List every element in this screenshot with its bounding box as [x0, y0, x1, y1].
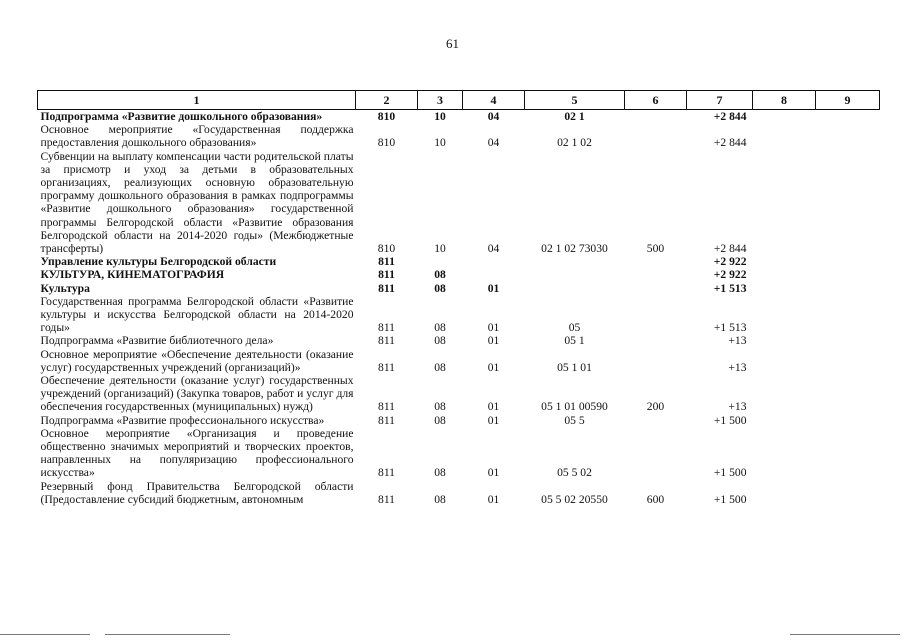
section-code-cell: 08: [434, 321, 446, 335]
page-edge-rule: [0, 634, 90, 635]
target-article-cell: 05 1 01 00590: [541, 400, 608, 414]
admin-code-cell: 811: [378, 321, 395, 335]
column-8-cell: [753, 295, 816, 335]
expense-type-cell: 500: [646, 242, 665, 256]
admin-code-cell: 810: [377, 242, 396, 256]
column-header: 6: [625, 91, 687, 110]
expense-type-cell: 600: [646, 492, 665, 506]
admin-code-cell: 811: [378, 255, 395, 269]
table-row: [38, 110, 880, 124]
table-row: [38, 427, 880, 480]
column-8-cell: [753, 282, 816, 295]
target-article-cell: 05 5 02: [557, 466, 592, 480]
column-8-cell: [753, 427, 816, 480]
subsection-code-cell: 01: [487, 400, 500, 414]
column-header: 5: [525, 91, 625, 110]
column-9-cell: [816, 427, 880, 480]
expense-type-cell: [625, 255, 687, 268]
admin-code-cell: 810: [377, 110, 396, 123]
row-description-cell: Основное мероприятие «Организация и проведение общественно значимых мероприятий и творческих проектов, направленных на популяризацию профессионального искусства»: [40, 426, 354, 480]
table-row: [38, 348, 880, 374]
column-header: 3: [418, 91, 463, 110]
subsection-code-cell: 01: [487, 334, 500, 348]
row-description-cell: Государственная программа Белгородской области «Развитие культуры и искусства Белгородской области на 2014-2020 годы»: [40, 294, 354, 335]
admin-code-cell: 811: [378, 360, 395, 374]
amount-change-cell: +1 513: [713, 321, 747, 335]
admin-code-cell: 811: [378, 492, 395, 506]
column-9-cell: [816, 255, 880, 268]
expense-type-cell: [625, 334, 687, 347]
subsection-code-cell: 01: [487, 321, 500, 335]
budget-table: [37, 90, 880, 506]
section-code-cell: 08: [434, 334, 446, 348]
table-row: [38, 334, 880, 347]
row-description-cell: Подпрограмма «Развитие дошкольного образования»: [40, 110, 323, 123]
column-8-cell: [753, 123, 816, 149]
row-description-cell: Субвенции на выплату компенсации части родительской платы за присмотр и уход за детьми в образовательных организациях, реализующих основную образовательную программу дошкольного образования в рамках подпрограммы «Развитие дошкольного образования» государственной программы Белгородской области «Развитие образования Белгородской области на 2014-2020 годы» (Межбюджетные трансферты): [40, 149, 354, 256]
row-description-cell: Обеспечение деятельности (оказание услуг) государственных учреждений (организаций) (Закупка товаров, работ и услуг для обеспечения государственных (муниципальных) нужд): [40, 374, 354, 414]
target-article-cell: 05 5 02 20550: [541, 492, 608, 506]
table-row: [38, 374, 880, 414]
expense-type-cell: [625, 123, 687, 149]
row-description-cell: Основное мероприятие «Государственная поддержка предоставления дошкольного образования»: [40, 123, 354, 150]
section-code-cell: 08: [434, 400, 446, 414]
subsection-code-cell: 01: [487, 466, 500, 480]
admin-code-cell: 810: [377, 136, 396, 150]
amount-change-cell: +1 500: [713, 413, 747, 427]
column-header: 2: [356, 91, 418, 110]
row-description-cell: Резервный фонд Правительства Белгородской области (Предоставление субсидий бюджетным, автономным: [40, 479, 354, 506]
table-row: [38, 295, 880, 335]
column-9-cell: [816, 295, 880, 335]
amount-change-cell: +2 844: [713, 242, 747, 256]
subsection-code-cell: [463, 255, 525, 268]
amount-change-cell: +2 844: [713, 136, 747, 150]
column-header: 4: [463, 91, 525, 110]
target-article-cell: 05 5: [564, 413, 585, 427]
subsection-code-cell: 01: [487, 360, 500, 374]
subsection-code-cell: [463, 268, 525, 281]
target-article-cell: 05 1 01: [557, 360, 592, 374]
row-description-cell: КУЛЬТУРА, КИНЕМАТОГРАФИЯ: [40, 268, 225, 282]
column-header: 9: [816, 91, 880, 110]
target-article-cell: [525, 282, 625, 295]
admin-code-cell: 811: [378, 466, 395, 480]
target-article-cell: [525, 268, 625, 281]
amount-change-cell: +13: [728, 400, 747, 414]
expense-type-cell: 200: [646, 400, 665, 414]
page-edge-rule: [105, 634, 230, 635]
admin-code-cell: 811: [378, 400, 395, 414]
table-row: [38, 414, 880, 427]
target-article-cell: 02 1 02 73030: [541, 242, 608, 256]
column-9-cell: [816, 282, 880, 295]
amount-change-cell: +1 513: [713, 281, 747, 295]
admin-code-cell: 811: [378, 413, 395, 427]
section-code-cell: 08: [434, 413, 446, 427]
table-row: [38, 480, 880, 506]
column-8-cell: [753, 414, 816, 427]
column-8-cell: [753, 255, 816, 268]
amount-change-cell: +13: [728, 334, 747, 348]
section-code-cell: 08: [434, 466, 446, 480]
column-9-cell: [816, 110, 880, 124]
admin-code-cell: 811: [378, 334, 395, 348]
row-description-cell: Управление культуры Белгородской области: [40, 255, 277, 269]
amount-change-cell: +2 922: [713, 255, 747, 269]
subsection-code-cell: 04: [487, 242, 500, 256]
section-code-cell: 08: [434, 360, 446, 374]
section-code-cell: 10: [434, 136, 446, 150]
column-8-cell: [753, 268, 816, 281]
table-row: [38, 268, 880, 281]
amount-change-cell: +1 500: [713, 492, 747, 506]
section-code-cell: 10: [434, 110, 446, 123]
table-row: [38, 123, 880, 149]
column-9-cell: [816, 414, 880, 427]
subsection-code-cell: 01: [487, 281, 500, 295]
section-code-cell: 08: [434, 492, 446, 506]
expense-type-cell: [625, 110, 687, 124]
section-code-cell: [418, 255, 463, 268]
expense-type-cell: [625, 282, 687, 295]
column-9-cell: [816, 150, 880, 256]
target-article-cell: [525, 255, 625, 268]
column-9-cell: [816, 334, 880, 347]
expense-type-cell: [625, 414, 687, 427]
column-8-cell: [753, 348, 816, 374]
column-8-cell: [753, 110, 816, 124]
table-row: [38, 150, 880, 256]
column-9-cell: [816, 348, 880, 374]
section-code-cell: 08: [434, 268, 446, 282]
subsection-code-cell: 01: [487, 492, 500, 506]
expense-type-cell: [625, 427, 687, 480]
amount-change-cell: +13: [728, 360, 747, 374]
column-header: 1: [38, 91, 356, 110]
target-article-cell: 02 1: [564, 110, 585, 123]
section-code-cell: 10: [434, 242, 446, 256]
section-code-cell: 08: [434, 281, 446, 295]
table-row: [38, 255, 880, 268]
column-header: 8: [753, 91, 816, 110]
column-8-cell: [753, 374, 816, 414]
row-description-cell: Подпрограмма «Развитие библиотечного дела»: [40, 334, 274, 348]
admin-code-cell: 811: [378, 268, 395, 282]
amount-change-cell: +2 844: [713, 110, 747, 123]
page-edge-rule: [790, 634, 900, 635]
table-row: [38, 282, 880, 295]
admin-code-cell: 811: [378, 281, 395, 295]
target-article-cell: 05: [568, 321, 581, 335]
target-article-cell: 02 1 02: [557, 136, 592, 150]
column-8-cell: [753, 150, 816, 256]
page-number: 61: [446, 36, 459, 51]
column-9-cell: [816, 374, 880, 414]
subsection-code-cell: 04: [487, 110, 500, 123]
column-8-cell: [753, 334, 816, 347]
amount-change-cell: +2 922: [713, 268, 747, 282]
expense-type-cell: [625, 268, 687, 281]
expense-type-cell: [625, 348, 687, 374]
amount-change-cell: +1 500: [713, 466, 747, 480]
column-9-cell: [816, 123, 880, 149]
column-9-cell: [816, 480, 880, 506]
row-description-cell: Культура: [40, 281, 90, 295]
column-header: 7: [687, 91, 753, 110]
table-header-row: [38, 91, 880, 110]
expense-type-cell: [625, 295, 687, 335]
subsection-code-cell: 04: [487, 136, 500, 150]
row-description-cell: Подпрограмма «Развитие профессионального искусства»: [40, 413, 325, 427]
column-9-cell: [816, 268, 880, 281]
column-8-cell: [753, 480, 816, 506]
target-article-cell: 05 1: [564, 334, 585, 348]
row-description-cell: Основное мероприятие «Обеспечение деятельности (оказание услуг) государственных учреждений (организаций)»: [40, 347, 354, 374]
subsection-code-cell: 01: [487, 413, 500, 427]
